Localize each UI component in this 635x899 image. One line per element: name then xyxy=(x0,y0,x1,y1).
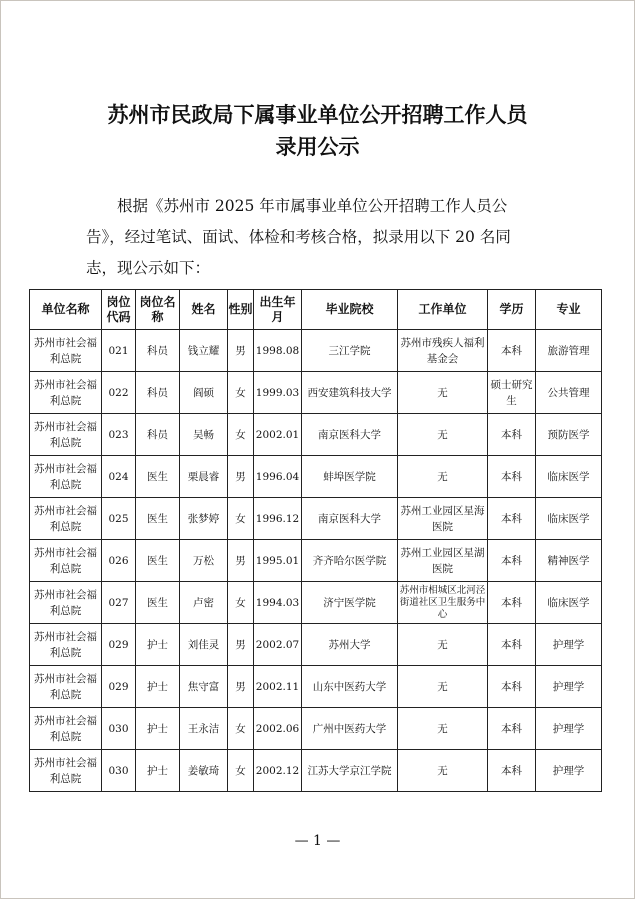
cell-birth: 2002.01 xyxy=(254,414,302,456)
cell-birth: 1996.04 xyxy=(254,456,302,498)
cell-unit: 苏州市社会福利总院 xyxy=(30,750,102,792)
cell-degree: 本科 xyxy=(488,456,536,498)
cell-work: 无 xyxy=(398,624,488,666)
cell-major: 临床医学 xyxy=(536,582,602,624)
cell-unit: 苏州市社会福利总院 xyxy=(30,414,102,456)
cell-degree: 本科 xyxy=(488,708,536,750)
table-row xyxy=(30,624,602,666)
cell-major: 护理学 xyxy=(536,624,602,666)
header-school: 毕业院校 xyxy=(302,290,398,330)
intro-line-1 xyxy=(86,191,561,222)
header-birth: 出生年月 xyxy=(254,290,302,330)
header-code: 岗位代码 xyxy=(102,290,136,330)
cell-work: 苏州工业园区星海医院 xyxy=(398,498,488,540)
cell-work: 无 xyxy=(398,708,488,750)
header-name: 姓名 xyxy=(180,290,228,330)
cell-degree: 本科 xyxy=(488,624,536,666)
cell-name: 王永洁 xyxy=(180,708,228,750)
cell-birth: 2002.11 xyxy=(254,666,302,708)
cell-work: 无 xyxy=(398,414,488,456)
cell-name: 钱立耀 xyxy=(180,330,228,372)
cell-work: 无 xyxy=(398,666,488,708)
cell-work: 无 xyxy=(398,750,488,792)
cell-unit: 苏州市社会福利总院 xyxy=(30,708,102,750)
cell-birth: 2002.06 xyxy=(254,708,302,750)
cell-name: 姜敏琦 xyxy=(180,750,228,792)
cell-post: 医生 xyxy=(136,540,180,582)
document-title-line-1: 苏州市民政局下属事业单位公开招聘工作人员 xyxy=(107,103,528,127)
cell-code: 029 xyxy=(102,666,136,708)
cell-post: 科员 xyxy=(136,372,180,414)
cell-unit: 苏州市社会福利总院 xyxy=(30,666,102,708)
cell-name: 栗晨睿 xyxy=(180,456,228,498)
cell-major: 预防医学 xyxy=(536,414,602,456)
cell-code: 027 xyxy=(102,582,136,624)
intro-line-2: 告》，经过笔试、面试、体检和考核合格，拟录用以下 20 名同 xyxy=(86,228,511,246)
cell-sex: 女 xyxy=(228,708,254,750)
cell-major: 护理学 xyxy=(536,708,602,750)
cell-birth: 1998.08 xyxy=(254,330,302,372)
cell-major: 护理学 xyxy=(536,750,602,792)
cell-school: 江苏大学京江学院 xyxy=(302,750,398,792)
cell-major: 公共管理 xyxy=(536,372,602,414)
cell-sex: 男 xyxy=(228,330,254,372)
cell-code: 030 xyxy=(102,708,136,750)
document-title-line-2: 录用公示 xyxy=(275,135,360,159)
header-post: 岗位名称 xyxy=(136,290,180,330)
cell-birth: 1996.12 xyxy=(254,498,302,540)
table-header-row xyxy=(30,290,602,330)
cell-name: 吴畅 xyxy=(180,414,228,456)
cell-major: 精神医学 xyxy=(536,540,602,582)
cell-sex: 女 xyxy=(228,498,254,540)
cell-name: 卢密 xyxy=(180,582,228,624)
cell-work: 无 xyxy=(398,372,488,414)
cell-code: 030 xyxy=(102,750,136,792)
cell-unit: 苏州市社会福利总院 xyxy=(30,582,102,624)
cell-school: 南京医科大学 xyxy=(302,498,398,540)
cell-birth: 2002.07 xyxy=(254,624,302,666)
cell-school: 三江学院 xyxy=(302,330,398,372)
cell-code: 021 xyxy=(102,330,136,372)
cell-degree: 本科 xyxy=(488,582,536,624)
cell-sex: 男 xyxy=(228,456,254,498)
cell-work: 苏州市残疾人福利基金会 xyxy=(398,330,488,372)
table-row xyxy=(30,582,602,624)
cell-post: 护士 xyxy=(136,750,180,792)
cell-degree: 本科 xyxy=(488,750,536,792)
cell-work: 苏州工业园区星湖医院 xyxy=(398,540,488,582)
cell-major: 临床医学 xyxy=(536,498,602,540)
cell-post: 护士 xyxy=(136,666,180,708)
header-work: 工作单位 xyxy=(398,290,488,330)
cell-degree: 本科 xyxy=(488,498,536,540)
cell-post: 医生 xyxy=(136,498,180,540)
cell-birth: 1995.01 xyxy=(254,540,302,582)
cell-sex: 男 xyxy=(228,666,254,708)
cell-code: 026 xyxy=(102,540,136,582)
intro-line-1-text: 根据《苏州市 2025 年市属事业单位公开招聘工作人员公 xyxy=(117,197,508,215)
table-row xyxy=(30,498,602,540)
table-row xyxy=(30,750,602,792)
cell-unit: 苏州市社会福利总院 xyxy=(30,540,102,582)
cell-school: 西安建筑科技大学 xyxy=(302,372,398,414)
cell-sex: 女 xyxy=(228,750,254,792)
cell-post: 医生 xyxy=(136,582,180,624)
cell-sex: 女 xyxy=(228,414,254,456)
cell-degree: 硕士研究生 xyxy=(488,372,536,414)
cell-unit: 苏州市社会福利总院 xyxy=(30,624,102,666)
table-row xyxy=(30,708,602,750)
cell-major: 临床医学 xyxy=(536,456,602,498)
table-row xyxy=(30,540,602,582)
table-row xyxy=(30,330,602,372)
cell-unit: 苏州市社会福利总院 xyxy=(30,372,102,414)
hiring-roster-table xyxy=(29,289,602,792)
table-body xyxy=(30,330,602,792)
cell-major: 旅游管理 xyxy=(536,330,602,372)
cell-school: 蚌埠医学院 xyxy=(302,456,398,498)
intro-line-3: 志，现公示如下： xyxy=(86,259,211,277)
cell-name: 张梦婷 xyxy=(180,498,228,540)
cell-code: 023 xyxy=(102,414,136,456)
cell-code: 029 xyxy=(102,624,136,666)
cell-birth: 2002.12 xyxy=(254,750,302,792)
cell-work: 无 xyxy=(398,456,488,498)
cell-work: 苏州市相城区北河泾街道社区卫生服务中心 xyxy=(398,582,488,624)
cell-school: 苏州大学 xyxy=(302,624,398,666)
cell-major: 护理学 xyxy=(536,666,602,708)
cell-code: 025 xyxy=(102,498,136,540)
cell-unit: 苏州市社会福利总院 xyxy=(30,456,102,498)
header-degree: 学历 xyxy=(488,290,536,330)
cell-code: 022 xyxy=(102,372,136,414)
cell-school: 齐齐哈尔医学院 xyxy=(302,540,398,582)
cell-post: 护士 xyxy=(136,624,180,666)
header-unit: 单位名称 xyxy=(30,290,102,330)
cell-school: 广州中医药大学 xyxy=(302,708,398,750)
cell-birth: 1999.03 xyxy=(254,372,302,414)
table-row xyxy=(30,456,602,498)
table-row xyxy=(30,372,602,414)
cell-degree: 本科 xyxy=(488,666,536,708)
cell-school: 南京医科大学 xyxy=(302,414,398,456)
cell-name: 焦守富 xyxy=(180,666,228,708)
cell-unit: 苏州市社会福利总院 xyxy=(30,330,102,372)
cell-sex: 女 xyxy=(228,582,254,624)
table-row xyxy=(30,666,602,708)
cell-school: 山东中医药大学 xyxy=(302,666,398,708)
cell-post: 护士 xyxy=(136,708,180,750)
cell-degree: 本科 xyxy=(488,540,536,582)
cell-birth: 1994.03 xyxy=(254,582,302,624)
cell-post: 科员 xyxy=(136,414,180,456)
cell-sex: 男 xyxy=(228,540,254,582)
cell-name: 万松 xyxy=(180,540,228,582)
cell-post: 科员 xyxy=(136,330,180,372)
cell-name: 阎硕 xyxy=(180,372,228,414)
cell-name: 刘佳灵 xyxy=(180,624,228,666)
page-number: — 1 — xyxy=(294,833,341,849)
header-sex: 性别 xyxy=(228,290,254,330)
cell-code: 024 xyxy=(102,456,136,498)
table-row xyxy=(30,414,602,456)
cell-sex: 女 xyxy=(228,372,254,414)
header-major: 专业 xyxy=(536,290,602,330)
cell-degree: 本科 xyxy=(488,330,536,372)
cell-school: 济宁医学院 xyxy=(302,582,398,624)
cell-sex: 男 xyxy=(228,624,254,666)
cell-degree: 本科 xyxy=(488,414,536,456)
cell-post: 医生 xyxy=(136,456,180,498)
cell-unit: 苏州市社会福利总院 xyxy=(30,498,102,540)
